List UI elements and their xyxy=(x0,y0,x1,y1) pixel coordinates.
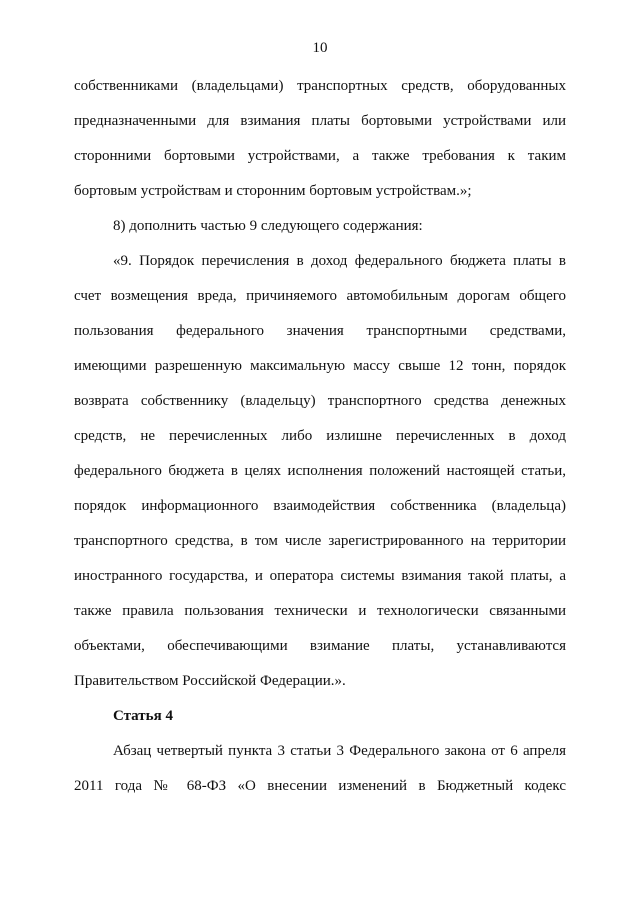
page-number: 10 xyxy=(312,40,328,56)
text-line: собственниками (владельцами) транспортных средств, оборудованных xyxy=(74,78,566,94)
text-line: пользования федерального значения транспортными средствами, xyxy=(74,323,566,339)
text-line: федерального бюджета в целях исполнения положений настоящей статьи, xyxy=(74,463,566,479)
text-line: 2011 года № 68-ФЗ «О внесении изменений в Бюджетный кодекс xyxy=(74,778,566,794)
text-line: возврата собственнику (владельцу) транспортного средства денежных xyxy=(74,393,566,409)
text-line: имеющими разрешенную максимальную массу свыше 12 тонн, порядок xyxy=(74,358,566,374)
text-line: бортовым устройствам и сторонним бортовым устройствам.»; xyxy=(74,183,472,199)
article-heading: Статья 4 xyxy=(113,708,173,724)
text-line: предназначенными для взимания платы бортовыми устройствами или xyxy=(74,113,566,129)
text-line: счет возмещения вреда, причиняемого автомобильным дорогам общего xyxy=(74,288,566,304)
text-line: «9. Порядок перечисления в доход федерального бюджета платы в xyxy=(113,253,566,269)
text-line: объектами, обеспечивающими взимание платы, устанавливаются xyxy=(74,638,566,654)
text-line: иностранного государства, и оператора системы взимания такой платы, а xyxy=(74,568,566,584)
text-line: средств, не перечисленных либо излишне перечисленных в доход xyxy=(74,428,566,444)
text-line: Правительством Российской Федерации.». xyxy=(74,673,346,689)
text-line: транспортного средства, в том числе зарегистрированного на территории xyxy=(74,533,566,549)
text-line: Абзац четвертый пункта 3 статьи 3 Федерального закона от 6 апреля xyxy=(113,743,566,759)
text-line: также правила пользования технически и технологически связанными xyxy=(74,603,566,619)
text-line: 8) дополнить частью 9 следующего содержания: xyxy=(113,218,423,234)
text-line: порядок информационного взаимодействия собственника (владельца) xyxy=(74,498,566,514)
text-line: сторонними бортовыми устройствами, а также требования к таким xyxy=(74,148,566,164)
